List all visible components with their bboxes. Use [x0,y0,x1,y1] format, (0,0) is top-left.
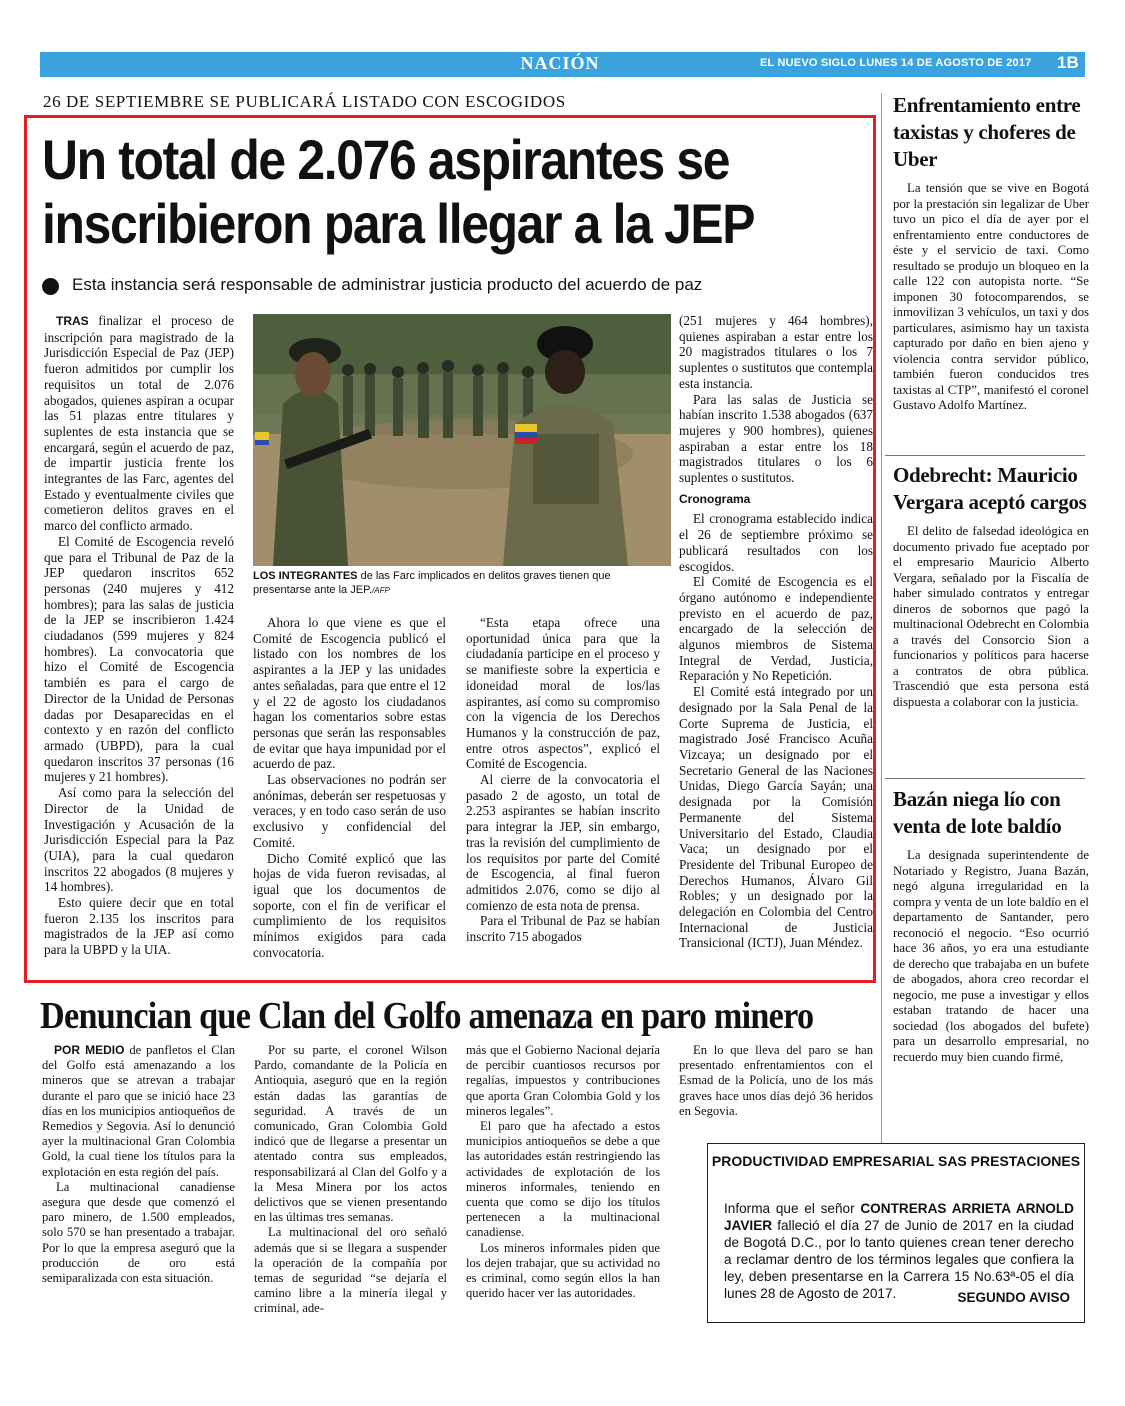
sidebar-title: Odebrecht: Mauricio Vergara aceptó cargos [893,463,1087,514]
sidebar-divider [881,93,882,1143]
paragraph: Así como para la selección del Director de la Unidad de Investigación y Acusación de la Jurisdicción Especial para la Paz (UIA), para la cual quedaron inscritos 22 abogados (8 mujeres y 14 hombres). [44,785,234,895]
legal-notice [707,1143,1085,1323]
paragraph: (251 mujeres y 464 hombres), quienes aspiraban a estar entre los 20 magistrados titulares o los 7 suplentes o sustitutos que contempla esta instancia. [679,313,873,391]
paragraph: La multinacional canadiense asegura que desde que comenzó el paro minero, de 1.500 empleados, solo 570 se han presentado a trabajar. Por lo que la empresa aseguró que la producción de oro está semiparalizada con esta situación. [42,1179,235,1286]
paragraph: El cronograma establecido indica el 26 de septiembre próximo se publicará resultados con los escogidos. [679,511,873,574]
lead-word: TRAS [56,314,89,328]
second-column-3 [466,1043,660,1301]
paragraph: El delito de falsedad ideológica en documento privado fue aceptado por el empresario Mauricio Alberto Vergara, señalado por la Fiscalía de haber simulado contratos y entregar dineros de sobornos que pagó la multinacional Odebrecht en Colombia a través del Consorcio Sion a funcionarios y políticos para hacerse a contratos de obra pública. Trascendió que esta persona está dispuesta a colaborar con la justicia. [893,524,1089,709]
paragraph: Al cierre de la convocatoria el pasado 2 de agosto, un total de 2.253 aspirantes se habían inscrito para integrar la JEP, sin embargo, tras la revisión del cumplimiento de los requisitos por parte del Comité de Escogencia, al final fueron admitidos 2.076, como se dijo al comienzo de esta nota de prensa. [466,772,660,913]
bullet-icon [42,278,59,295]
notice-title: PRODUCTIVIDAD EMPRESARIAL SAS PRESTACIONES [711,1153,1081,1169]
paragraph: Para el Tribunal de Paz se habían inscrito 715 abogados [466,913,660,945]
sidebar-story-1 [893,92,1089,414]
paragraph: El paro que ha afectado a estos municipios antioqueños se debe a que las autoridades están restringiendo las actividades de explotación de los mineros informales, teniendo en cuenta que como se dijo los títulos pertenecen a la multinacional canadiense. [466,1119,660,1240]
paragraph: El Comité de Escogencia reveló que para el Tribunal de Paz de la JEP quedaron inscritos 652 personas (240 mujeres y 412 hombres); para las salas de justicia de la JEP se inscribieron 1.424 ciudadanos (599 mujeres y 824 hombres). La convocatoria que hizo el Comité de Escogencia también es para el cargo de Director de la Unidad de Personas dadas por Desaparecidas en el contexto y en razón del conflicto armado (UBPD), para la cual quedaron inscritos 37 personas (16 mujeres y 21 hombres). [44,533,234,785]
lead-word: POR MEDIO [54,1043,125,1057]
notice-person-name: CONTRERAS ARRIETA ARNOLD JAVIER [724,1201,1074,1233]
main-column-4 [679,313,873,951]
paragraph: La tensión que se vive en Bogotá por la prestación sin legalizar de Uber tuvo un pico el día de ayer por el enfrentamiento entre conductores de éste y el servicio de taxi. Como resultado se produjo un bloqueo en la calle 122 con autopista norte. “Se imponen 30 fotocomparendos, se inmovilizan 3 vehículos, un taxi y dos particulares, asimismo hay un taxista capturado por daño en bien ajeno y violencia contra servidor público, también fueron conducidos tres taxistas al CTP”, manifestó el coronel Gustavo Adolfo Martínez. [893,181,1089,412]
paragraph: El Comité está integrado por un designado por la Sala Penal de la Corte Suprema de Justicia, el magistrado José Francisco Acuña Vizcaya; un designado por el Secretario General de las Naciones Unidas, Diego García Sayán; una designada por la Comisión Permanente del Sistema Universitario del Estado, Claudia Vaca; un designado por el Presidente del Tribunal Europeo de Derechos Humanos, Álvaro Gil Robles; y un designado por la delegación en Colombia del Centro Internacional de Justicia Transicional (ICTJ), Juan Méndez. [679,684,873,951]
second-column-1 [42,1043,235,1286]
paragraph: Ahora lo que viene es que el Comité de Escogencia publicó el listado con los nombres de los aspirantes a la JEP y las unidades antes señaladas, para que entre el 12 y el 22 de agosto los ciudadanos hagan los comentarios sobre estas personas que serán las responsables de evitar que haya impunidad por el acuerdo de paz. [253,615,446,772]
sidebar-rule [885,455,1085,456]
paragraph: El Comité de Escogencia es el órgano autónomo e independiente previsto en el acuerdo de paz, encargado de la selección de algunos miembros de Sistema Integral de Verdad, Justicia, Reparación y No Repetición. [679,574,873,684]
subhead-cronograma: Cronograma [679,491,751,506]
sidebar-title: Bazán niega lío con venta de lote baldío [893,787,1062,838]
sidebar-story-2 [893,462,1089,710]
lead-paragraph: POR MEDIO de panfletos el Clan del Golfo está amenazando a los mineros que se atrevan a trabajar durante el paro que se inició hace 23 días en los municipios antioqueños de Remedios y Segovia. Así lo denunció ayer la multinacional Gran Colombia Gold, la cual tiene los títulos para la explotación en esta región del país. [42,1043,236,1179]
second-headline: Denuncian que Clan del Golfo amenaza en paro minero [40,995,814,1037]
main-column-2 [253,615,446,960]
page-number: 1B [1057,53,1079,72]
paragraph: En lo que lleva del paro se han presentado enfrentamientos con el Esmad de la Policía, uno de los más graves hace unos días dejó 36 heridos en Segovia. [679,1043,873,1118]
paragraph: “Esta etapa ofrece una oportunidad única para que la ciudadanía participe en el proceso y se manifieste sobre la experticia e idoneidad moral de los/las aspirantes, así como su compromiso con la vigencia de los Derechos Humanos y la construcción de paz, entre otros aspectos”, explicó el Comité de Escogencia. [466,615,660,772]
sidebar-story-3 [893,786,1089,1065]
sidebar-rule [885,778,1085,779]
second-column-4 [679,1043,873,1119]
second-column-2 [254,1043,447,1317]
main-column-1 [44,313,234,958]
paragraph: Esto quiere decir que en total fueron 2.135 los inscritos para magistrados de la JEP así como para la UBPD y la UIA. [44,895,234,958]
main-column-3 [466,615,660,945]
notice-signature: SEGUNDO AVISO [957,1290,1070,1305]
main-headline [42,128,772,256]
paragraph: La designada superintendente de Notariado y Registro, Juana Bazán, negó alguna irregularidad en la compra y venta de un lote baldío en el departamento de Santander, pero reconoció el negocio. “Eso ocurrió hace 36 años, yo era una estudiante de derecho que trabajaba en un bufete de abogados, ahora creo recordar el negocio, me puse a investigar y ellos estaban tratando de hacer una sociedad (los abogados del bufete) para un desarrollo empresarial, no recuerdo muy bien cuando firmé, [893,848,1089,1064]
headline-line-2: inscribieron para llegar a la JEP [42,192,755,255]
lead-paragraph: TRAS finalizar el proceso de inscripción para magistrado de la Jurisdicción Especial de Paz (JEP) fueron admitidos por cumplir los requisitos un total de 2.076 abogados, quienes aspiran a ocupar las 51 plazas entre titulares y suplentes de esta instancia que se encargará, según el acuerdo de paz, de impartir justicia frente los integrantes de las Farc, agentes del Estado y eventualmente civiles que cometieron delitos graves en el marco del conflicto armado. [44,313,235,534]
photo-credit: /AFP [372,586,390,595]
story-photo [253,314,671,566]
paragraph: más que el Gobierno Nacional dejaría de percibir cuantiosos recursos por regalías, impuestos y contribuciones que aporta Gran Colombia Gold y los mineros legales”. [466,1043,660,1118]
section-name: NACIÓN [520,53,600,73]
headline-line-1: Un total de 2.076 aspirantes se [42,128,730,191]
paragraph: Los mineros informales piden que los dejen trabajar, que su actividad no es criminal, como según ellos la han querido hacer ver las autoridades. [466,1240,660,1301]
photo-caption: LOS INTEGRANTES de las Farc implicados en delitos graves tienen que presentarse ante la JEP./AFP [253,570,611,596]
soldiers-photo-illustration [253,314,671,566]
story-kicker: 26 DE SEPTIEMBRE SE PUBLICARÁ LISTADO CON ESCOGIDOS [43,92,566,111]
subheadline: Esta instancia será responsable de administrar justicia producto del acuerdo de paz [72,275,703,294]
paragraph: Dicho Comité explicó que las hojas de vida fueron revisadas, al igual que los documentos de soporte, con el fin de verificar el cumplimiento de los requisitos mínimos exigidos para cada convocatoria. [253,850,446,960]
notice-body: Informa que el señor CONTRERAS ARRIETA ARNOLD JAVIER falleció el día 27 de Junio de 2017 en la ciudad de Bogotá D.C., por lo tanto quienes crean tener derecho a reclamar dentro de los términos legales que confiera la ley, deben presentarse en la Carrera 15 No.63ª-05 el día lunes 28 de Agosto de 2017. [724,1201,1074,1301]
paragraph: La multinacional del oro señaló además que si se llegara a suspender la operación de la compañía por temas de seguridad “se dejaría el camino libre a la minería ilegal y criminal, ade- [254,1225,447,1316]
paragraph: Para las salas de Justicia se habían inscrito 1.538 abogados (637 mujeres y 900 hombres), quienes aspiraban a estar entre los 18 magistrados titulares o los 6 suplentes o sustitutos. [679,391,873,486]
edition-date: EL NUEVO SIGLO LUNES 14 DE AGOSTO DE 2017 [760,57,1032,69]
sidebar-title: Enfrentamiento entre taxistas y choferes de Uber [893,93,1081,171]
caption-lead: LOS INTEGRANTES [253,570,358,582]
paragraph: Las observaciones no podrán ser anónimas, deberán ser respetuosas y veraces, y en todo caso serán de uso exclusivo y confidencial del Comité. [253,772,446,850]
paragraph: Por su parte, el coronel Wilson Pardo, comandante de la Policía en Antioquia, aseguró que en la región están dadas las garantías de seguridad. A través de un comunicado, Gran Colombia Gold indicó que de llegarse a presentar un atentado contra sus empleados, responsabilizará al Clan del Golfo y a la Mesa Minera por los actos delictivos que se vienen presentando en las últimas tres semanas. [254,1043,447,1225]
